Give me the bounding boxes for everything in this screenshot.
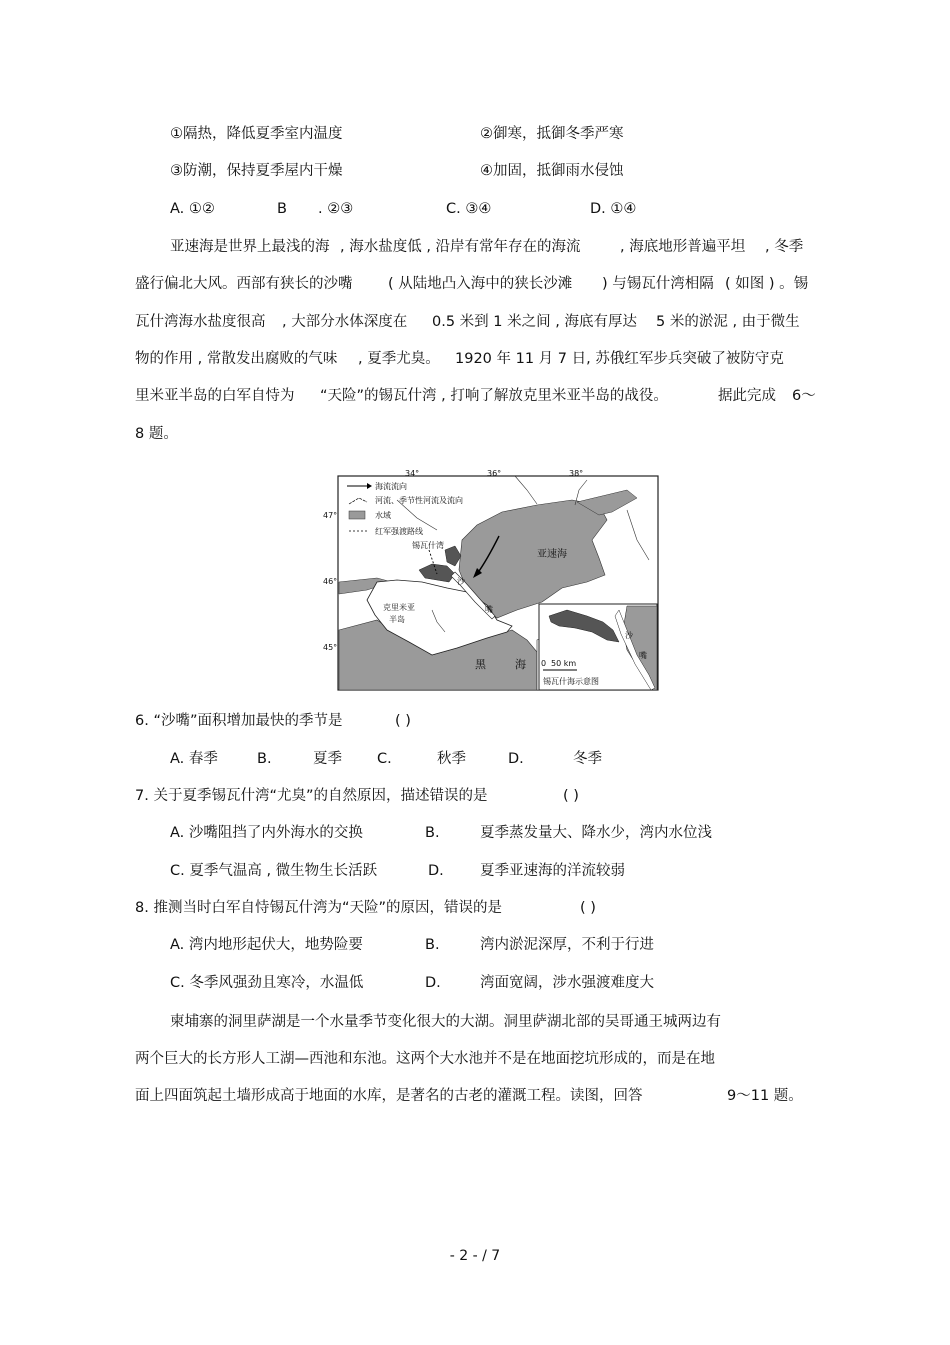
lon-label-38: 38°	[569, 469, 584, 478]
crimea-label-2: 半岛	[389, 615, 405, 624]
q7-option-d-letter: D.	[428, 863, 444, 879]
q5-option-3: ③防潮，保持夏季屋内干燥	[170, 163, 343, 179]
passage1-line2b: ( 从陆地凸入海中的狭长沙滩	[388, 276, 573, 292]
q5-option-1: ①隔热，降低夏季室内温度	[170, 126, 343, 142]
q7-option-c: C. 夏季气温高 , 微生物生长活跃	[170, 863, 378, 879]
lat-label-46: 46°	[323, 577, 338, 586]
q8-option-d-letter: D.	[425, 975, 441, 991]
sivash-label: 锡瓦什湾	[412, 541, 444, 550]
passage1-line4b: , 夏季尤臭。	[358, 351, 440, 367]
inset-scale-label: 50 km	[551, 659, 577, 668]
q5-option-2: ②御寒，抵御冬季严寒	[480, 126, 624, 142]
azov-label: 亚速海	[537, 549, 567, 560]
map-svg	[323, 469, 659, 692]
q5-choice-c: C. ③④	[446, 201, 492, 217]
lon-label-34: 34°	[405, 469, 420, 478]
q5-choice-b-letter: B	[277, 201, 287, 217]
passage1-line5d: 6～	[792, 388, 816, 404]
q7-stem: 7. 关于夏季锡瓦什湾“尤臭”的自然原因，描述错误的是	[135, 788, 488, 804]
passage2-line1: 柬埔寨的洞里萨湖是一个水量季节变化很大的大湖。洞里萨湖北部的吴哥通王城两边有	[170, 1014, 721, 1030]
passage2-line3a: 面上四面筑起土墙形成高于地面的水库，是著名的古老的灌溉工程。读图，回答	[135, 1088, 643, 1104]
q8-stem: 8. 推测当时白军自恃锡瓦什湾为“天险”的原因，错误的是	[135, 900, 502, 916]
inset-spit-label-2: 嘴	[639, 651, 647, 660]
spit-label-1: 沙	[457, 577, 465, 586]
lat-label-47: 47°	[323, 511, 338, 520]
passage1-line1a: 亚速海是世界上最浅的海	[170, 239, 330, 255]
q7-option-a: A. 沙嘴阻挡了内外海水的交换	[170, 825, 363, 841]
legend-river-label: 河流、季节性河流及流向	[375, 496, 463, 505]
passage1-line2c: ) 与锡瓦什湾相隔	[602, 276, 714, 292]
inset-scale-zero: 0	[541, 659, 547, 668]
legend-current-label: 海流流向	[375, 482, 407, 491]
passage1-line4a: 物的作用 , 常散发出腐败的气味	[135, 351, 338, 367]
q8-option-c: C. 冬季风强劲且寒冷，水温低	[170, 975, 364, 991]
black-sea-label-2: 海	[515, 658, 526, 671]
q8-option-d-text: 湾面宽阔，涉水强渡难度大	[480, 975, 654, 991]
sivash-map-figure	[323, 469, 659, 692]
passage2-line2: 两个巨大的长方形人工湖—西池和东池。这两个大水池并不是在地面挖坑形成的，而是在地	[135, 1051, 715, 1067]
q8-option-b-letter: B.	[425, 937, 440, 953]
q6-option-c-text: 秋季	[437, 751, 466, 767]
inset-title: 锡瓦什海示意图	[543, 677, 599, 686]
inset-spit-label-1: 沙	[625, 631, 633, 640]
passage1-line3b: , 大部分水体深度在	[282, 314, 408, 330]
lon-label-36: 36°	[487, 469, 502, 478]
q8-paren: ( )	[580, 900, 596, 916]
q6-option-a: A. 春季	[170, 751, 218, 767]
q5-choice-b: . ②③	[318, 201, 354, 217]
page-number: - 2 - / 7	[449, 1248, 501, 1264]
passage1-line1b: , 海水盐度低 , 沿岸有常年存在的海流	[340, 239, 581, 255]
passage1-line4c: 1920 年 11 月 7 日, 苏俄红军步兵突破了被防守克	[455, 351, 784, 367]
q7-option-b-letter: B.	[425, 825, 440, 841]
q6-option-b-letter: B.	[257, 751, 272, 767]
passage1-line5c: 据此完成	[718, 388, 776, 404]
q7-option-d-text: 夏季亚速海的洋流较弱	[480, 863, 625, 879]
black-sea-label-1: 黑	[475, 658, 486, 671]
q6-stem: 6. “沙嘴”面积增加最快的季节是	[135, 713, 343, 729]
passage1-line6: 8 题。	[135, 426, 178, 442]
q7-paren: ( )	[563, 788, 579, 804]
q6-option-b-text: 夏季	[313, 751, 342, 767]
q6-option-d-text: 冬季	[573, 751, 602, 767]
passage1-line1c: , 海底地形普遍平坦	[620, 239, 746, 255]
legend-route-label: 红军强渡路线	[375, 527, 423, 536]
q8-option-a: A. 湾内地形起伏大，地势险要	[170, 937, 363, 953]
passage1-line3d: 5 米的淤泥 , 由于微生	[656, 314, 800, 330]
passage1-line5b: “天险”的锡瓦什湾 , 打响了解放克里米亚半岛的战役。	[320, 388, 668, 404]
passage2-line3b: 9～11 题。	[727, 1088, 803, 1104]
passage1-line3a: 瓦什湾海水盐度很高	[135, 314, 266, 330]
q5-choice-a: A. ①②	[170, 201, 215, 217]
passage1-line2d: ( 如图 ) 。锡	[725, 276, 809, 292]
q6-option-c-letter: C.	[377, 751, 392, 767]
spit-label-2: 嘴	[485, 605, 493, 614]
legend-water-swatch	[349, 511, 365, 519]
passage1-line1d: , 冬季	[765, 239, 804, 255]
q5-option-4: ④加固，抵御雨水侵蚀	[480, 163, 624, 179]
passage1-line2a: 盛行偏北大风。西部有狭长的沙嘴	[135, 276, 353, 292]
lat-label-45: 45°	[323, 643, 338, 652]
q8-option-b-text: 湾内淤泥深厚，不利于行进	[480, 937, 654, 953]
q6-paren: ( )	[395, 713, 411, 729]
passage1-line3c: 0.5 米到 1 米之间 , 海底有厚达	[432, 314, 637, 330]
q7-option-b-text: 夏季蒸发量大、降水少，湾内水位浅	[480, 825, 712, 841]
q5-choice-d: D. ①④	[590, 201, 637, 217]
legend-water-label: 水域	[375, 511, 391, 520]
q6-option-d-letter: D.	[508, 751, 524, 767]
crimea-label-1: 克里米亚	[383, 603, 415, 612]
passage1-line5a: 里米亚半岛的白军自恃为	[135, 388, 295, 404]
